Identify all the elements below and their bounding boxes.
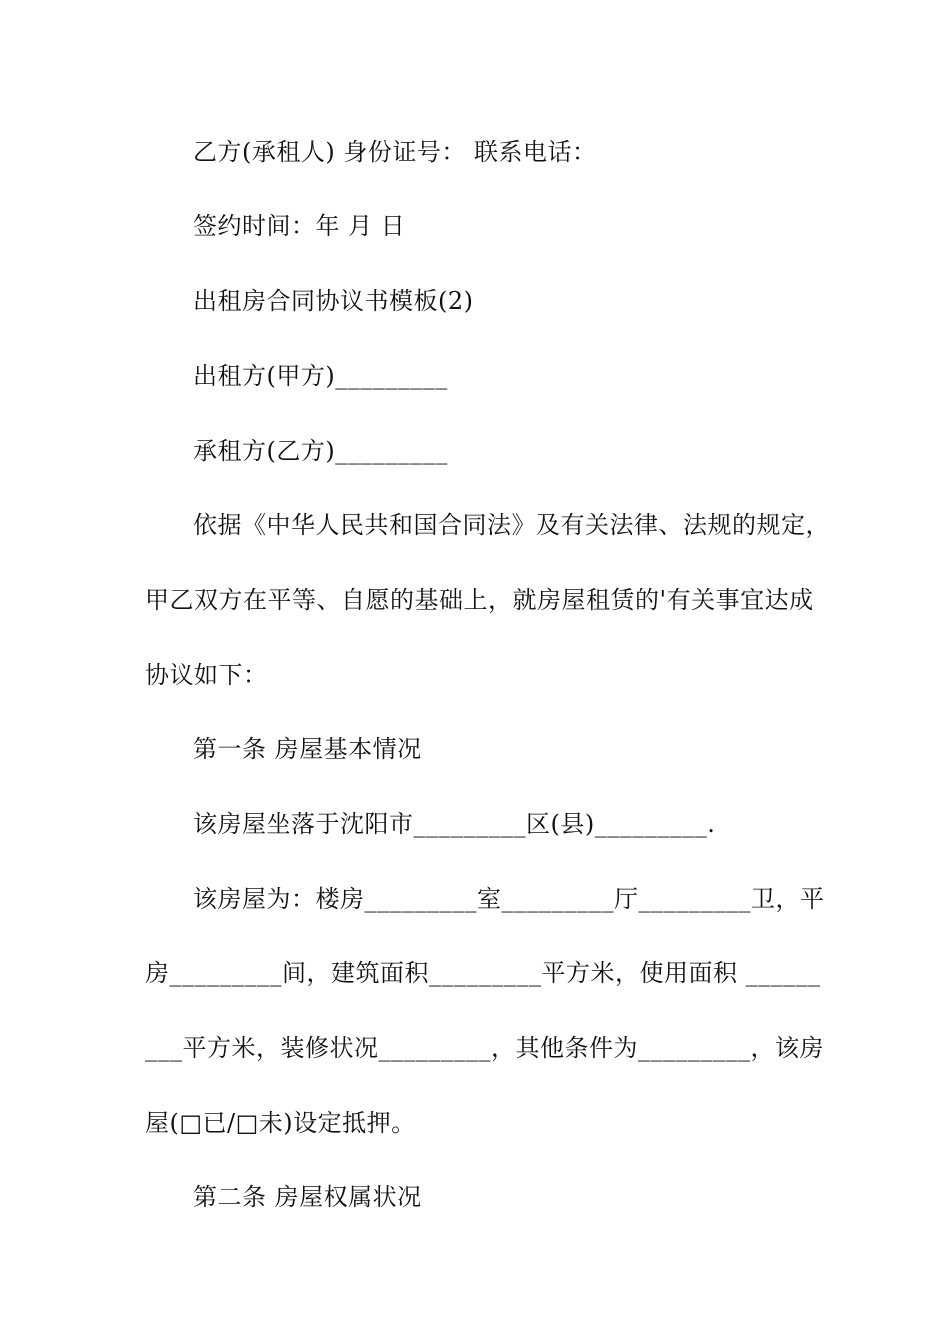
lessor-line: 出租方(甲方)_________ xyxy=(193,362,448,390)
lessee-line: 承租方(乙方)_________ xyxy=(193,437,448,465)
paragraph-line: 屋(□已/□未)设定抵押。 xyxy=(145,1109,416,1137)
paragraph-line: 房_________间，建筑面积_________平方米，使用面积 ______ xyxy=(145,959,821,987)
section-title: 出租房合同协议书模板(2) xyxy=(193,287,474,315)
paragraph-line: 该房屋为：楼房_________室_________厅_________卫，平 xyxy=(193,885,825,913)
paragraph-line: 依据《中华人民共和国合同法》及有关法律、法规的规定， xyxy=(193,511,830,539)
article-heading: 第一条 房屋基本情况 xyxy=(193,735,422,763)
signing-date-line: 签约时间：年 月 日 xyxy=(193,212,406,240)
paragraph-line: 协议如下： xyxy=(145,661,268,689)
paragraph-line: 该房屋坐落于沈阳市_________区(县)_________. xyxy=(193,810,716,838)
paragraph-line: ___平方米，装修状况_________，其他条件为_________，该房 xyxy=(145,1034,824,1062)
tenant-id-phone-line: 乙方(承租人) 身份证号： 联系电话： xyxy=(193,138,597,166)
article-heading: 第二条 房屋权属状况 xyxy=(193,1183,422,1211)
paragraph-line: 甲乙双方在平等、自愿的基础上，就房屋租赁的'有关事宜达成 xyxy=(145,586,814,614)
